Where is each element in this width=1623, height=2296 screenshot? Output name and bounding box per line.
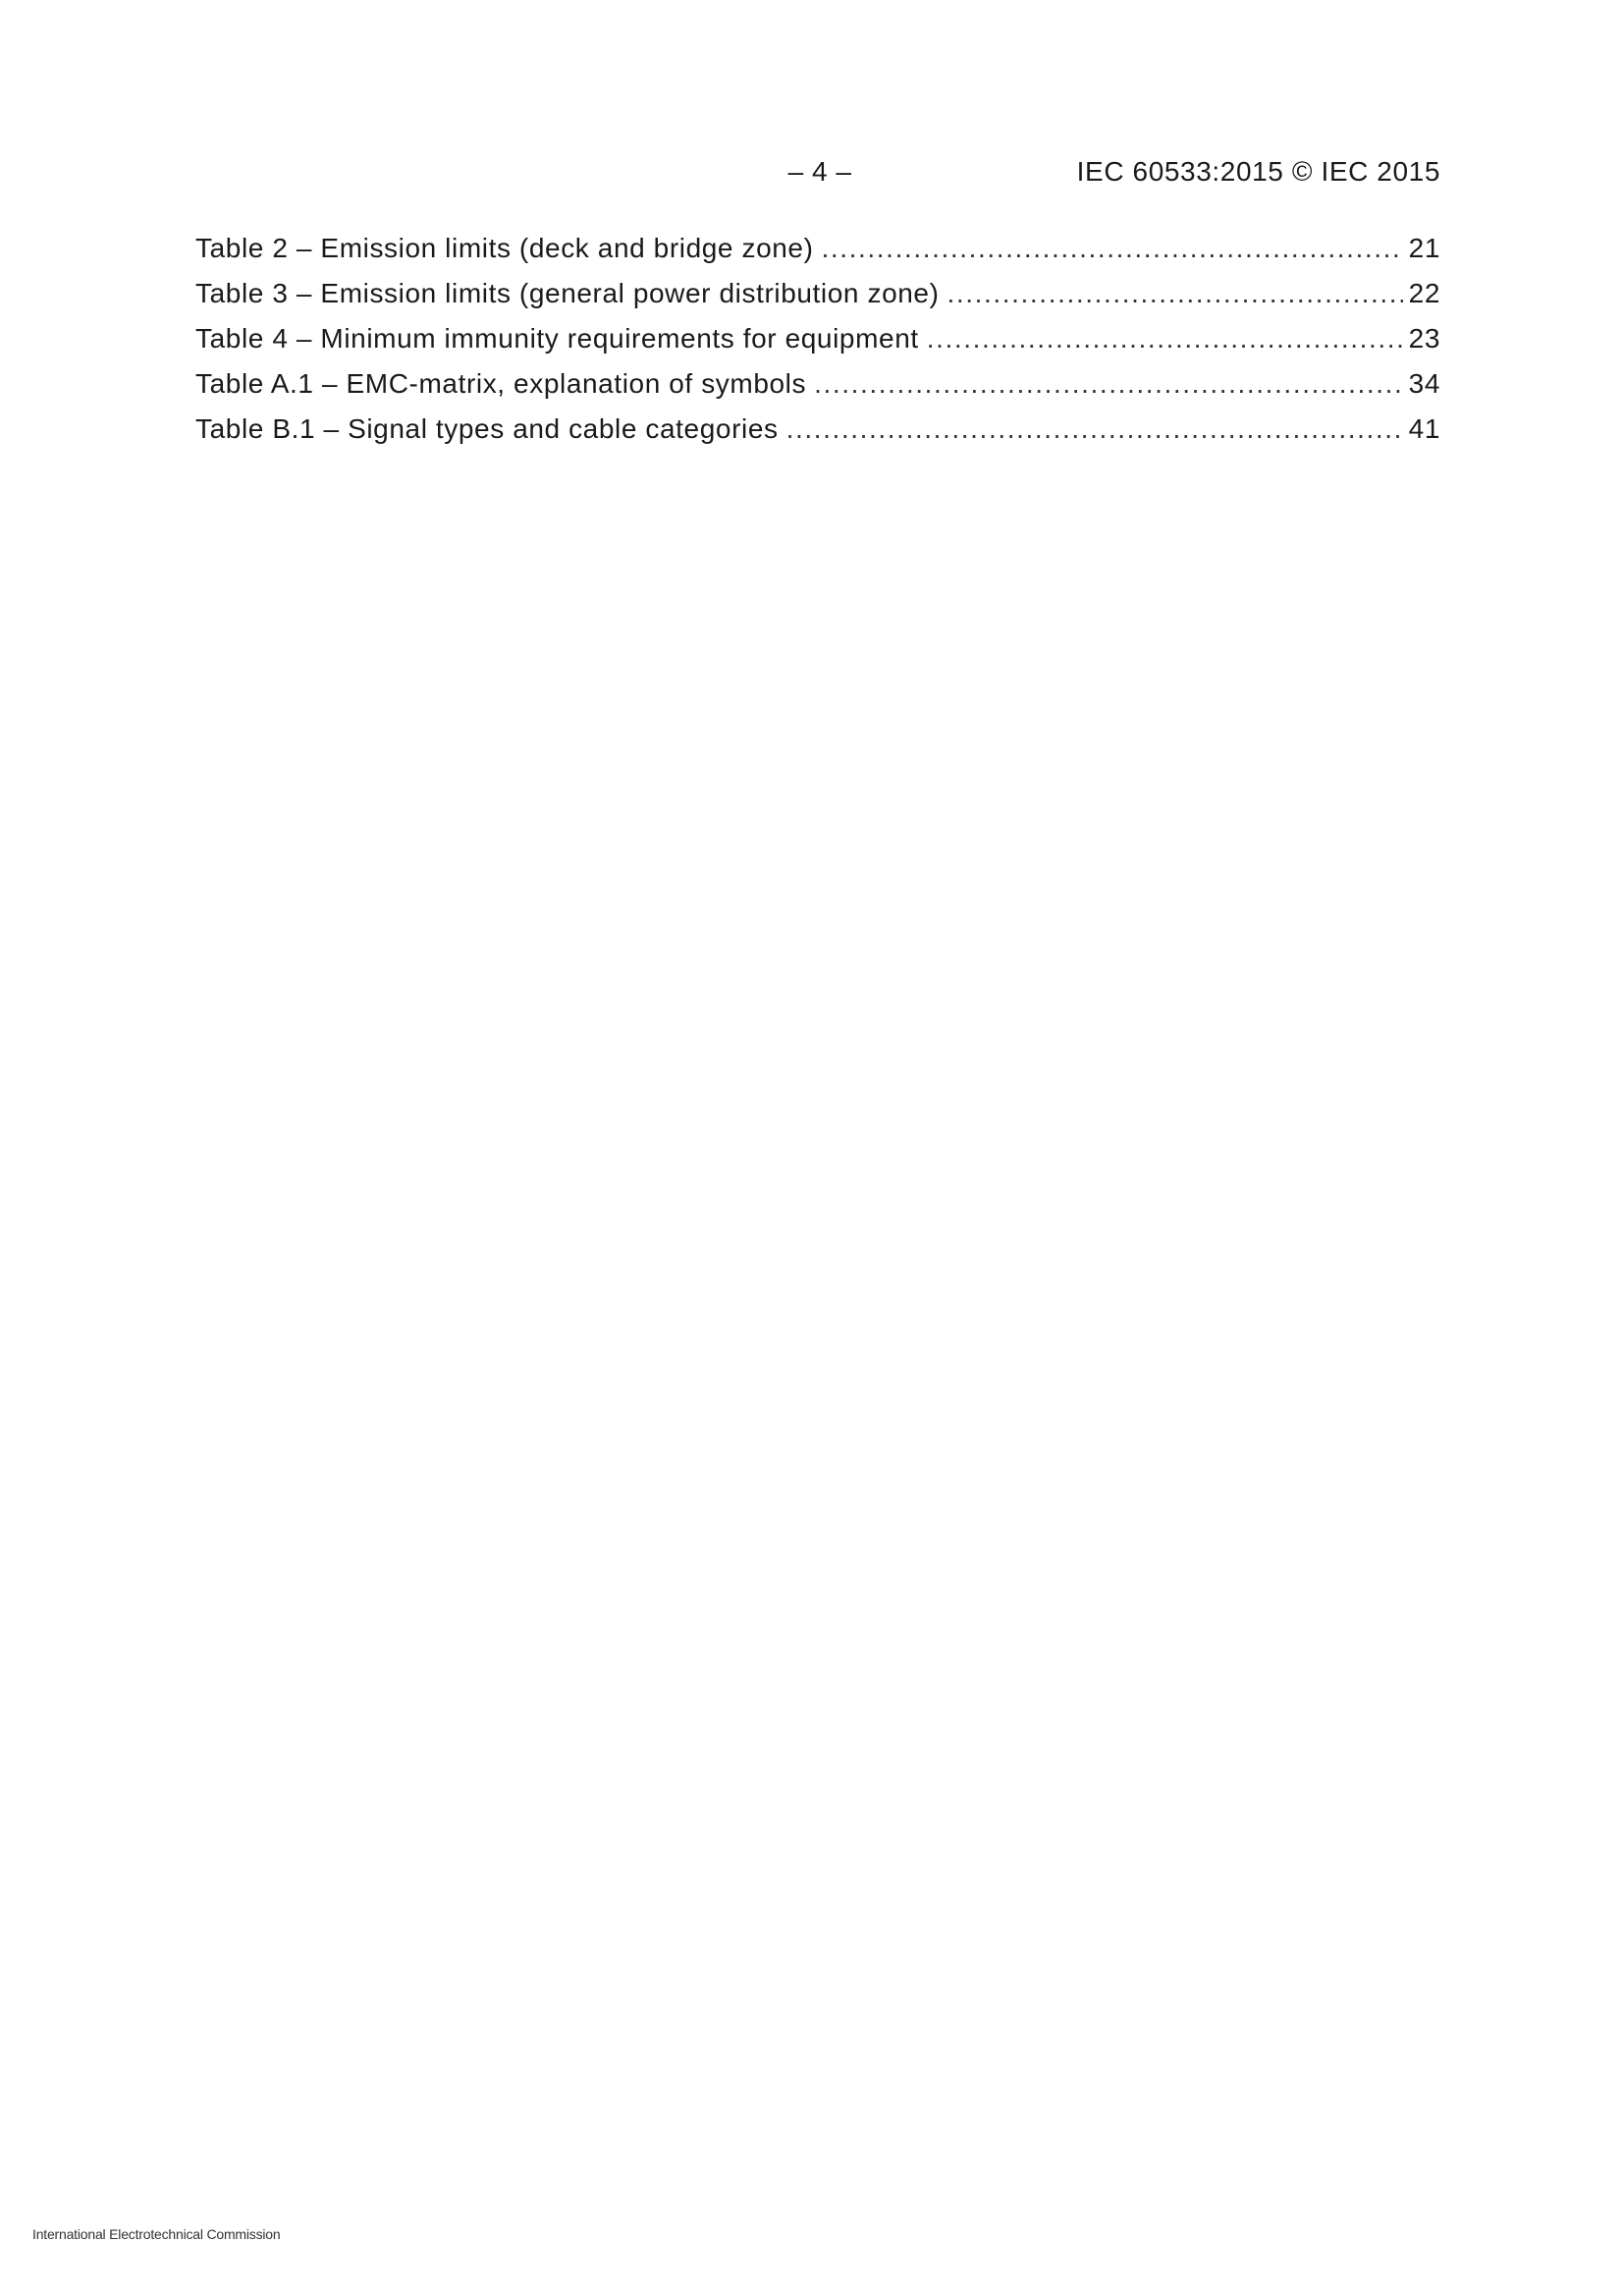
toc-entry[interactable] <box>195 277 1440 322</box>
toc-entry-title: Table 2 – Emission limits (deck and bridge zone) <box>195 233 814 263</box>
toc-entry-title: Table B.1 – Signal types and cable categories <box>195 413 779 444</box>
toc-entry-title: Table A.1 – EMC-matrix, explanation of symbols <box>195 368 807 399</box>
table-of-contents <box>195 232 1440 458</box>
document-id: IEC 60533:2015 © IEC 2015 <box>1076 156 1440 187</box>
toc-entry-page: 23 <box>1408 323 1440 354</box>
toc-entry[interactable] <box>195 412 1440 458</box>
page-number: – 4 – <box>787 156 852 187</box>
footer-publisher: International Electrotechnical Commission <box>32 2226 281 2242</box>
toc-entry-title: Table 4 – Minimum immunity requirements for equipment <box>195 323 919 354</box>
toc-entry-page: 41 <box>1408 413 1440 444</box>
toc-entry-page: 21 <box>1408 233 1440 263</box>
toc-entry[interactable] <box>195 232 1440 277</box>
toc-entry[interactable] <box>195 367 1440 412</box>
toc-entry-page: 34 <box>1408 368 1440 399</box>
toc-dot-leader <box>927 322 1403 355</box>
toc-entry[interactable] <box>195 322 1440 367</box>
toc-dot-leader <box>814 367 1403 401</box>
toc-dot-leader <box>786 412 1403 446</box>
toc-entry-page: 22 <box>1408 278 1440 308</box>
toc-dot-leader <box>822 232 1403 265</box>
toc-dot-leader <box>947 277 1403 310</box>
toc-entry-title: Table 3 – Emission limits (general power distribution zone) <box>195 278 940 308</box>
